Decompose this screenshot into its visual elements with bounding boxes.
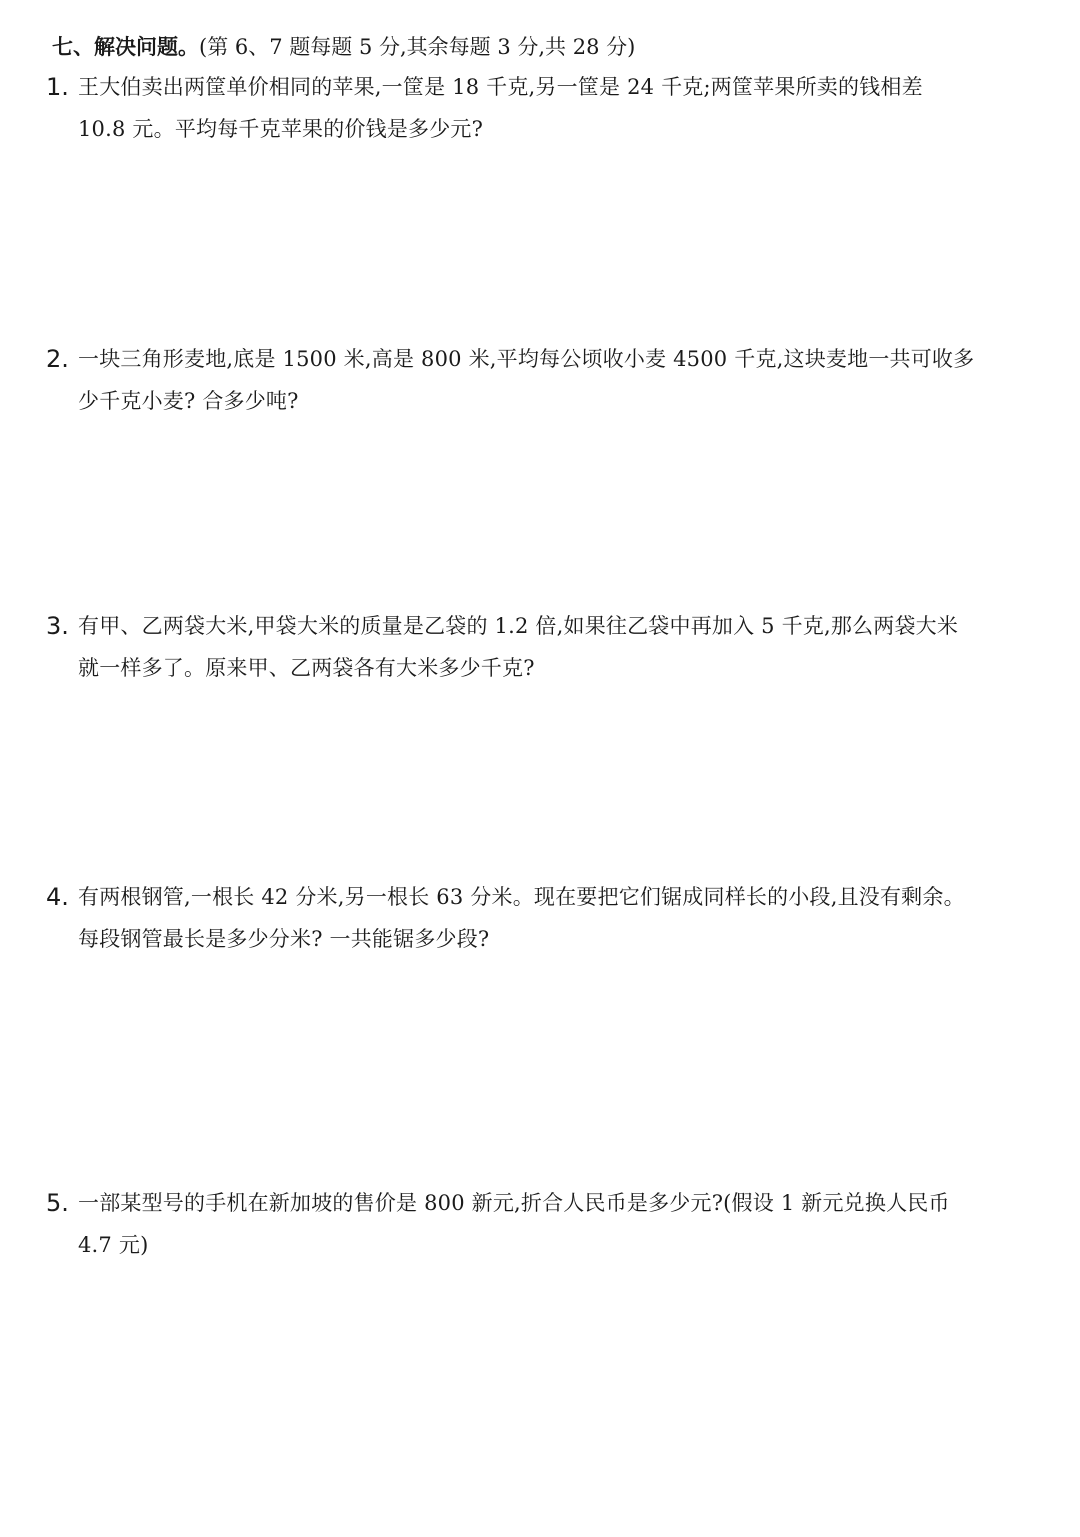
question-text: 有甲、乙两袋大米,甲袋大米的质量是乙袋的 1.2 倍,如果往乙袋中再加入 5 千克,那么两袋大米 <box>78 614 959 638</box>
question-line-1 <box>46 338 1056 380</box>
question-line-1 <box>46 605 1056 647</box>
question-1 <box>46 66 1056 150</box>
question-line-2 <box>46 108 1056 150</box>
question-text: 王大伯卖出两筐单价相同的苹果,一筐是 18 千克,另一筐是 24 千克;两筐苹果所卖的钱相差 <box>78 75 923 99</box>
question-text-continued: 就一样多了。原来甲、乙两袋各有大米多少千克? <box>78 656 535 680</box>
question-text: 一部某型号的手机在新加坡的售价是 800 新元,折合人民币是多少元?(假设 1 新元兑换人民币 <box>78 1191 950 1215</box>
question-number: 2. <box>46 345 69 373</box>
question-number: 5. <box>46 1189 69 1217</box>
question-line-1 <box>46 876 1056 918</box>
question-line-2 <box>46 647 1056 689</box>
question-4 <box>46 876 1056 960</box>
question-number: 4. <box>46 883 69 911</box>
question-text-continued: 10.8 元。平均每千克苹果的价钱是多少元? <box>78 117 484 141</box>
section-scoring-note: (第 6、7 题每题 5 分,其余每题 3 分,共 28 分) <box>199 35 636 59</box>
question-line-1 <box>46 1182 1056 1224</box>
question-line-2 <box>46 1224 1056 1266</box>
question-number: 1. <box>46 73 69 101</box>
question-text-continued: 每段钢管最长是多少分米? 一共能锯多少段? <box>78 927 490 951</box>
question-line-2 <box>46 380 1056 422</box>
question-text-continued: 4.7 元) <box>78 1233 149 1257</box>
question-5 <box>46 1182 1056 1266</box>
question-text: 有两根钢管,一根长 42 分米,另一根长 63 分米。现在要把它们锯成同样长的小段,且没有剩余。 <box>78 885 965 909</box>
section-heading: 七、解决问题。 <box>52 35 199 59</box>
question-number: 3. <box>46 612 69 640</box>
question-line-1 <box>46 66 1056 108</box>
question-3 <box>46 605 1056 689</box>
question-text-continued: 少千克小麦? 合多少吨? <box>78 389 299 413</box>
question-2 <box>46 338 1056 422</box>
section-title <box>52 30 635 64</box>
question-line-2 <box>46 918 1056 960</box>
question-text: 一块三角形麦地,底是 1500 米,高是 800 米,平均每公顷收小麦 4500 千克,这块麦地一共可收多 <box>78 347 975 371</box>
